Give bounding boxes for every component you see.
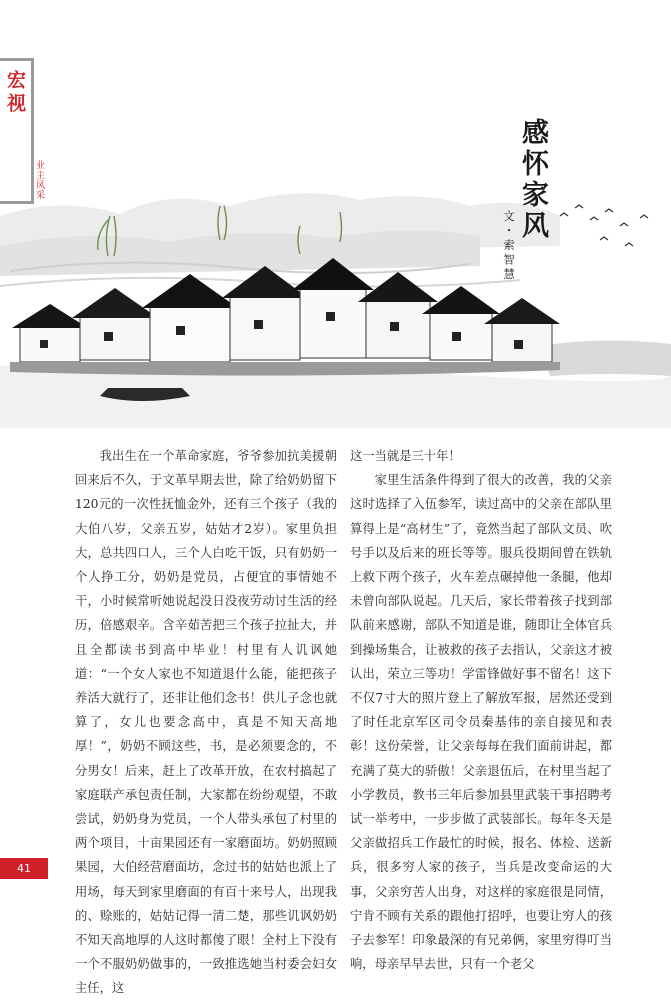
body-paragraph: 我出生在一个革命家庭，爷爷参加抗美援朝回来后不久，于文革早期去世，除了给奶奶留下120元的一次性抚恤金外，还有三个孩子（我的大伯八岁，父亲五岁，姑姑才2岁）。家里负担大，总共四口人，三个人白吃干饭，只有奶奶一个人挣工分，奶奶是党员，占便宜的事情她不干，小时候常听她说起没日没夜劳动讨生活的经历，倍感艰辛。含辛茹苦把三个孩子拉扯大，并且全都读书到高中毕业！村里有人讥讽她道：“一个女人家也不知道退什么能，能把孩子养活大就行了，还非让他们念书！供儿子念也就算了，女儿也要念高中，真是不知天高地厚！”，奶奶不顾这些，书，是必须要念的，不分男女！后来，赶上了改革开放，在农村搞起了家庭联产承包责任制，大家都在纷纷观望，不敢尝试，奶奶身为党员，一个人带头承包了村里的两个项目，十亩果园还有一家磨面坊。奶奶照顾果园，大伯经营磨面坊，念过书的姑姑也派上了用场，每天到家里磨面的有百十来号人，出现我的、赊账的，姑姑记得一清二楚，那些讥讽奶奶不知天高地厚的人这时都傻了眼！全村上下没有一个不服奶奶做事的，一致推选她当村委会妇女主任，这 (75, 449, 337, 996)
page-number: 41 (0, 858, 48, 879)
village-illustration (0, 176, 671, 428)
body-column-left (75, 444, 337, 1001)
body-paragraph: 家里生活条件得到了很大的改善，我的父亲这时选择了入伍参军，读过高中的父亲在部队里算得上是“高材生”了，竟然当起了部队文员、吹号手以及后来的班长等等。服兵役期间曾在铁轨上救下两个孩子，火车差点碾掉他一条腿，他却未曾向部队说起。几天后，家长带着孩子找到部队前来感谢，部队不知道是谁，随即让全体官兵到操场集合，让被救的孩子去指认，父亲这才被认出，荣立三等功！学雷锋做好事不留名！这下不仅7寸大的照片登上了解放军报，居然还受到了时任北京军区司令员秦基伟的亲自接见和表彰！这份荣誉，让父亲每每在我们面前讲起，都充满了莫大的骄傲！父亲退伍后，在村里当起了小学教员，教书三年后参加县里武装干事招聘考试一举考中，一步步做了武装部长。每年冬天是父亲做招兵工作最忙的时候，报名、体检、送新兵，很多穷人家的孩子，当兵是改变命运的大事，父亲穷苦人出身，对这样的家庭很是同情，宁肯不顾有关系的跟他打招呼，也要让穷人的孩子去参军！印象最深的有兄弟俩，家里穷得叮当响，母亲早早去世，只有一个老父 (350, 473, 612, 972)
article-title: 感怀家风 (517, 118, 548, 242)
section-subtitle: 业主风采 (34, 160, 44, 200)
section-title: 宏视 (4, 70, 26, 116)
body-paragraph-continuation: 这一当就是三十年！ (350, 449, 461, 463)
article-byline: 文・索智慧 (502, 210, 516, 283)
section-tab-rule-top (0, 58, 34, 61)
body-column-right (350, 444, 612, 976)
